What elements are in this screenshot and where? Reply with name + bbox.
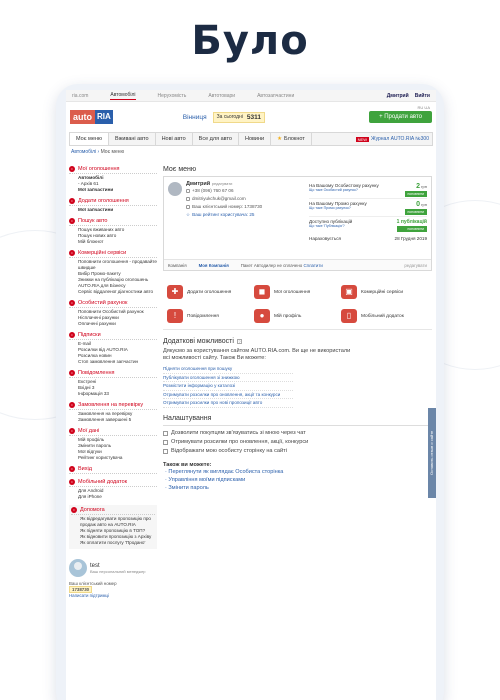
sidebar-section: [69, 250, 157, 295]
sidebar-item[interactable]: Поповнити Особистий рахунок: [78, 309, 144, 314]
breadcrumb: Автомобілі › Моє меню: [71, 149, 125, 155]
nav-notebook[interactable]: ★ Блокнот: [271, 133, 312, 145]
edit-company-link[interactable]: редагувати: [404, 262, 427, 268]
checkbox[interactable]: [163, 431, 168, 436]
quick-profile[interactable]: ● Мій профіль: [254, 309, 341, 323]
site-screenshot: [66, 90, 436, 700]
sidebar-section-title[interactable]: • Повідомлення: [69, 370, 157, 378]
quick-actions: [163, 271, 432, 330]
page-heading: Було: [191, 18, 309, 64]
user-icon: •: [69, 428, 75, 434]
phone-icon: [186, 189, 190, 193]
sidebar-section: [69, 300, 157, 327]
briefcase-icon: •: [69, 250, 75, 256]
profile-block: [168, 181, 303, 219]
sidebar-item[interactable]: - Архів 61: [78, 181, 99, 186]
also-link[interactable]: · Управління моїми підписками: [165, 476, 246, 483]
sidebar-item[interactable]: Стоп замовлення запчастин: [78, 359, 139, 364]
publications-available: Доступно публікацій Що таке 'Публікація'? 1 публікацій поповнити: [309, 219, 427, 231]
sidebar-section-title[interactable]: • Вихід: [69, 466, 157, 474]
quick-messages[interactable]: ! Повідомлення: [167, 309, 254, 323]
plus-icon: •: [69, 198, 75, 204]
today-counter: За сьогодні 5311: [213, 112, 265, 123]
sidebar-item[interactable]: Як підняти пропозицію в ТОП?: [80, 528, 146, 533]
profile-phone: +38 (096) 760 67 06: [192, 188, 234, 193]
phone-icon: ▯: [341, 309, 357, 323]
publication-help-link[interactable]: Що таке 'Публікація'?: [309, 224, 345, 228]
sidebar-item[interactable]: Мій профіль: [78, 437, 105, 442]
sidebar-section-title[interactable]: • Підписки: [69, 332, 157, 340]
main-content: [163, 166, 432, 700]
sidebar-item[interactable]: Замовлення на перевірку: [78, 411, 133, 416]
manager-name: test: [90, 562, 100, 569]
sitebar-link[interactable]: Нерухомість: [157, 92, 187, 99]
tab-company[interactable]: Компанія: [168, 262, 187, 268]
sitebar-link-cars[interactable]: Автомобілі: [110, 91, 136, 98]
profile-card: [163, 176, 432, 271]
client-number: Ваш клієнтський номер: 1738730: [192, 204, 263, 209]
extra-section-title: Додаткові можливості ?: [163, 338, 241, 345]
promo-account-help-link[interactable]: Що таке Промо рахунок?: [309, 206, 351, 210]
also-title: Також ви можете:: [163, 461, 212, 468]
site-top-bar: [66, 90, 436, 102]
sidebar-item[interactable]: Для Android: [78, 488, 104, 493]
sidebar-item[interactable]: Сервіс віддаленої діагностики авто: [78, 289, 154, 294]
sidebar-section: [69, 332, 157, 365]
company-tabs: [164, 259, 431, 270]
briefcase-icon: ▣: [341, 285, 357, 299]
topup-promo-button[interactable]: поповнити: [405, 209, 427, 215]
settings-title: Налаштування: [163, 414, 212, 422]
sidebar-item[interactable]: Вхідні 3: [78, 385, 95, 390]
feedback-tab[interactable]: Оставить отзыв о сайте: [428, 408, 436, 498]
topup-publications-button[interactable]: поповнити: [397, 226, 427, 232]
car-plus-icon: ✚: [167, 285, 183, 299]
setting-public-page[interactable]: Відображати мою особисту сторінку на сайті: [163, 447, 432, 456]
pay-link[interactable]: Сплатити: [303, 262, 323, 268]
personal-manager: [69, 559, 157, 577]
profile-name: Дмитрий: [186, 181, 211, 187]
client-number-label: Ваш клієнтський номер: [69, 581, 117, 586]
user-name-link[interactable]: Дмитрий: [386, 92, 409, 99]
sidebar-item[interactable]: Для iPhone: [78, 494, 102, 499]
sidebar-item[interactable]: Нісплачені рахунки: [78, 315, 119, 320]
phone-icon: •: [69, 479, 75, 485]
manager-caption: Ваш персональний менеджер: [90, 568, 146, 574]
chat-icon: !: [167, 309, 183, 323]
extra-link[interactable]: Розмістити інформацію у каталозі: [163, 382, 293, 391]
extra-link[interactable]: Публікувати оголошення зі знижкою: [163, 374, 293, 383]
sidebar-item[interactable]: Оплачені рахунки: [78, 321, 116, 326]
nav-used-cars[interactable]: Вживані авто: [109, 133, 156, 145]
user-rating-link[interactable]: Ваш рейтинг користувача: 25: [192, 212, 255, 217]
also-link[interactable]: · Змінити пароль: [165, 484, 209, 491]
new-badge: NEW: [357, 136, 368, 142]
language-switch[interactable]: RU UA: [417, 105, 430, 110]
write-support-link[interactable]: Написати підтримці: [69, 593, 109, 598]
star-icon: ☆: [186, 212, 191, 217]
star-icon: ★: [277, 136, 283, 142]
client-number-badge: 1738730: [69, 586, 92, 593]
checkbox[interactable]: [163, 449, 168, 454]
sidebar-item[interactable]: Мої відгуки: [78, 449, 102, 454]
quick-commercial[interactable]: ▣ Комерційні сервіси: [341, 285, 428, 299]
sidebar-item[interactable]: Мій блокнот: [78, 239, 104, 244]
breadcrumb-current: Моє меню: [100, 149, 125, 155]
sidebar-item[interactable]: Вибір Промо-пакету: [78, 271, 121, 276]
sidebar: [69, 166, 157, 700]
sidebar-item[interactable]: E-mail: [78, 341, 92, 346]
journal-link[interactable]: NEW Журнал AUTO.RIA №300: [357, 136, 429, 142]
sidebar-item[interactable]: Розсилка новин: [78, 353, 112, 358]
personal-account: На Вашому Особистому рахунку Що таке Особистий рахунок? 2 грн поповнити: [309, 181, 427, 199]
sidebar-item[interactable]: Інформація 33: [78, 391, 109, 396]
extra-text: Дякуємо за користування сайтом AUTO.RIA.com. Ви ще не використали всі можливості сайту. Також Ви можете:: [163, 348, 351, 361]
extra-links: [163, 365, 432, 408]
accounts-block: [309, 181, 427, 243]
dealer-package-status: Пакет Автодилер не сплачено: [240, 262, 303, 268]
sitebar-link[interactable]: ria.com: [72, 92, 89, 99]
setting-chat[interactable]: Дозволити покупцям зв'язуватись зі мною через чат: [163, 429, 432, 438]
id-icon: [186, 205, 190, 209]
edit-profile-link[interactable]: редагувати: [211, 181, 233, 186]
sidebar-section-title[interactable]: • Замовлення на перевірку: [69, 402, 157, 410]
device-frame: [56, 84, 444, 700]
sidebar-section-title[interactable]: • Комерційні сервіси: [69, 250, 157, 258]
page-title: Моє меню: [163, 166, 197, 173]
extra-link[interactable]: Підняти оголошення при пошуку: [163, 365, 293, 374]
sidebar-item[interactable]: Екстрені: [78, 379, 97, 384]
sidebar-item[interactable]: Пошук нових авто: [78, 233, 117, 238]
avatar: [69, 559, 87, 577]
sidebar-item[interactable]: Поповнити оголошення - продавайте швидше: [78, 259, 157, 270]
exit-icon: •: [69, 466, 75, 472]
nav-new-cars[interactable]: Нові авто: [156, 133, 193, 145]
topup-personal-button[interactable]: поповнити: [405, 191, 427, 197]
sidebar-item[interactable]: Як оплатити послугу 'Продано': [80, 540, 146, 545]
main-nav: [69, 132, 433, 146]
sidebar-section: [69, 428, 157, 461]
sidebar-item[interactable]: Пошук вживаних авто: [78, 227, 125, 232]
sidebar-item[interactable]: Замовлення завершені 5: [78, 417, 132, 422]
setting-newsletter[interactable]: Отримувати розсилки про оновлення, акції, конкурси: [163, 438, 432, 447]
sidebar-item[interactable]: Розсилки від AUTO.RIA: [78, 347, 128, 352]
sidebar-section: [69, 218, 157, 245]
chat-icon: •: [69, 370, 75, 376]
avatar: [168, 182, 182, 196]
sidebar-section: [69, 402, 157, 423]
search-icon: •: [69, 218, 75, 224]
site-header: [66, 106, 436, 128]
nav-all-for-car[interactable]: Все для авто: [193, 133, 239, 145]
sitebar-link[interactable]: Автотовари: [208, 92, 236, 99]
mail-icon: •: [69, 332, 75, 338]
sidebar-section-title[interactable]: • Пошук авто: [69, 218, 157, 226]
breadcrumb-root[interactable]: Автомобілі: [71, 149, 97, 155]
user-icon: ●: [254, 309, 270, 323]
city-selector[interactable]: Вінниця: [182, 113, 207, 121]
sidebar-section: [69, 198, 157, 213]
sidebar-item[interactable]: Рейтинг користувача: [78, 455, 123, 460]
car-icon: ◼: [254, 285, 270, 299]
check-icon: •: [69, 402, 75, 408]
wallet-icon: •: [69, 300, 75, 306]
sidebar-section-title[interactable]: • Мої оголошення: [69, 166, 157, 174]
sidebar-section: [69, 370, 157, 397]
checkbox[interactable]: [163, 440, 168, 445]
sidebar-item[interactable]: Змінити пароль: [78, 443, 112, 448]
promo-account: На Вашому Промо рахунку Що таке Промо рахунок? 0 грн поповнити: [309, 199, 427, 217]
extra-link[interactable]: Отримувати розсилки про нові пропозиції авто: [163, 399, 293, 408]
list-icon: •: [69, 166, 75, 172]
nav-news[interactable]: Новини: [239, 133, 271, 145]
help-icon: •: [71, 507, 77, 513]
tab-my-company[interactable]: Моя Компанія: [198, 262, 229, 268]
sidebar-section: [69, 479, 157, 500]
auto-ria-logo[interactable]: auto RIA: [70, 110, 113, 124]
extra-link[interactable]: Отримувати розсилки про оновлення, акції та конкурси: [163, 391, 293, 400]
sidebar-item[interactable]: Автомобілі: [78, 175, 104, 180]
sidebar-item[interactable]: Мої запчастини: [78, 207, 114, 212]
sidebar-section-title[interactable]: • Додати оголошення: [69, 198, 157, 206]
sidebar-section-title[interactable]: • Допомога: [71, 507, 155, 515]
sidebar-item[interactable]: Знижки на публікацію оголошень: [78, 277, 149, 282]
sidebar-section: [69, 505, 157, 549]
settings-section: [163, 415, 432, 492]
sidebar-item[interactable]: Мої запчастини: [78, 187, 114, 192]
sidebar-section: [69, 466, 157, 474]
mail-icon: [186, 197, 190, 201]
sidebar-section-title[interactable]: • Мої дані: [69, 428, 157, 436]
sell-car-button[interactable]: + Продати авто: [369, 111, 432, 123]
sidebar-section-title[interactable]: • Мобільний додаток: [69, 479, 157, 487]
sidebar-item[interactable]: Як відредагувати пропозицію про продаж авто на AUTO.RIA: [80, 516, 151, 527]
profile-email: dmitriyukchuk@gmail.com: [192, 196, 246, 201]
logout-link[interactable]: Вийти: [414, 92, 430, 99]
sidebar-item[interactable]: Як відновити пропозицію з Архіву: [80, 534, 152, 539]
accrual-row: Нараховується 28 Грудня 2019: [309, 236, 427, 241]
nav-my-menu[interactable]: Моє меню: [70, 133, 109, 145]
quick-add-listing[interactable]: ✚ Додати оголошення: [167, 285, 254, 299]
also-link[interactable]: · Переглянути як виглядає Особиста сторінка: [165, 468, 284, 475]
sidebar-section: [69, 166, 157, 193]
quick-mobile-app[interactable]: ▯ Мобільний додаток: [341, 309, 428, 323]
sidebar-item[interactable]: AUTO.RIA для Бізнесу: [78, 283, 126, 288]
client-number-block: [69, 581, 157, 599]
quick-my-listings[interactable]: ◼ Мої оголошення: [254, 285, 341, 299]
sitebar-link[interactable]: Автозапчастини: [257, 92, 295, 99]
sidebar-section-title[interactable]: • Особистий рахунок: [69, 300, 157, 308]
help-icon[interactable]: ?: [238, 339, 241, 344]
personal-account-help-link[interactable]: Що таке Особистий рахунок?: [309, 188, 358, 192]
